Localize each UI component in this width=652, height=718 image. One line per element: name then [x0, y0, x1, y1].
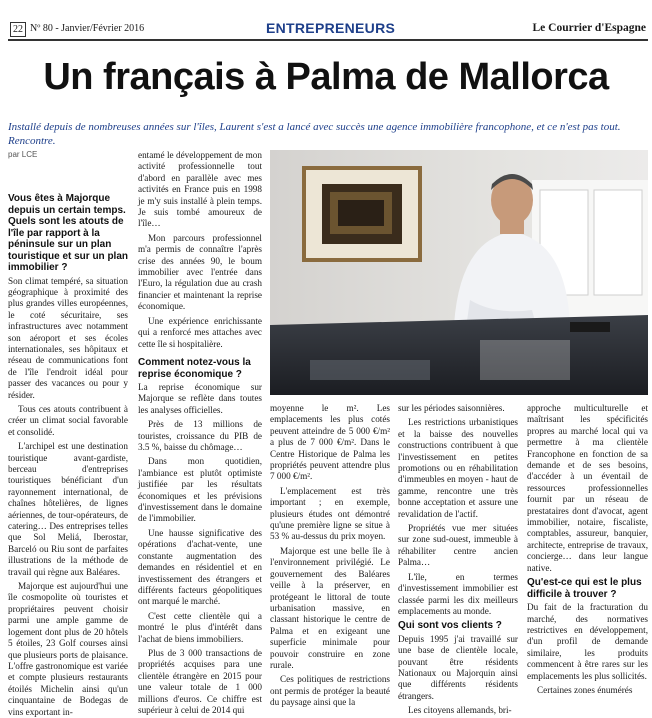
header-rule: [8, 39, 648, 41]
article-lead: Installé depuis de nombreuses années sur l'îles, Laurent s'est a lancé avec succès une agence immobilière francophone, et ce n'est pas tout. Rencontre.: [8, 121, 621, 147]
page-header: [8, 22, 648, 38]
issue-info: Nº 80 - Janvier/Février 2016: [30, 23, 145, 34]
paragraph: Son climat tempéré, sa situation géographique à proximité des plus grandes villes européennes, le coté sécuritaire, ses infrastructures avec notamment son aéroport et ses écoles internationales, ses hôpitaux et réseau de communications font de l'île l'endroit idéal pour passer des vacances ou pour y résider.: [8, 275, 128, 400]
paragraph: L'archipel est une destination touristique avant-gardiste, berceau d'entreprises touristiques bénéficiant d'un rayonnement international, de chaînes hôtelières, de lignes aériennes, de tour-opérateurs, de catering… Des entreprises telles que Sol Meliá, Iberostar, Barceló ou Riu sont de parfaites illustrations de la méthode de travail qui règne aux Baléares.: [8, 441, 128, 577]
paragraph: Une expérience enrichissante qui a renforcé mes attaches avec cette île si hospitalière.: [138, 315, 262, 349]
question-3: Qui sont vos clients ?: [398, 620, 502, 632]
question-1: Vous êtes à Majorque depuis un certain temps. Quels sont les atouts de l'île par rapport à la péninsule sur un plan touristique et sur un plan immobilier ?: [8, 193, 129, 273]
column-2-bottom: [138, 357, 262, 715]
question-4: Qu'est-ce qui est le plus difficile à trouver ?: [527, 577, 642, 600]
byline: par LCE: [8, 150, 38, 159]
paragraph: entamé le développement de mon activité professionnelle tout d'abord en parallèle avec mes activités en France puis en 1998 je m'y suis installé à plein temps. Je suis tombé amoureux de l'île…: [138, 150, 262, 229]
column-2-top: [138, 150, 262, 349]
paragraph: Ces politiques de restrictions ont permis de protéger la beauté du paysage ainsi que la: [270, 674, 390, 708]
paragraph: Plus de 3 000 transactions de propriétés acquises para une clientèle étrangère en 2015 pour une valeur totale de 1 000 millions d'euros. Ce chiffre est supérieur à celui de 2014 qui: [138, 647, 262, 715]
column-3: [270, 403, 390, 708]
paragraph: sur les périodes saisonnières.: [398, 403, 505, 413]
paragraph: Les citoyens allemands, bri-: [408, 705, 512, 716]
column-1: [8, 193, 129, 717]
paragraph: Propriétés vue mer situées sur zone sud-ouest, immeuble à réhabiliter centre ancien Palma…: [398, 523, 518, 568]
paragraph: L'emplacement est très important ; en exemple, plusieurs études ont démontré qu'une première ligne se situe à 53 % au-dessus du prix moyen.: [270, 485, 390, 542]
paragraph: La reprise économique sur Majorque se reflète dans toutes les analyses officielles.: [138, 382, 262, 415]
paragraph: Du fait de la fracturation du marché, des normatives restrictives en développement, d'un profil de demande similaire, les produits commencent à être rares sur les emplacements les plus sollicités.: [527, 602, 648, 681]
paragraph: Dans mon quotidien, l'ambiance est plutôt optimiste justifiée par les résultats économiques et les prévisions d'investissement dans le domaine de l'immobilier.: [138, 456, 262, 524]
portrait-photo: [270, 150, 648, 395]
page-number: 22: [10, 22, 26, 37]
publication-name: Le Courrier d'Espagne: [532, 22, 646, 34]
paragraph: Une hausse significative des opérations d'achat-vente, une constante augmentation des demandes en résidentiel et en investissement des étrangers et différents facteurs géopolitiques ont marqué le marché.: [138, 527, 262, 607]
paragraph: Près de 13 millions de touristes, croissance du PIB de 3.5 %, baisse du chômage…: [138, 419, 262, 453]
paragraph: L'île, en termes d'investissement immobilier est classée parmi les dix meilleurs emplacements au monde.: [398, 571, 518, 616]
paragraph: Certaines zones énumérés: [537, 684, 633, 695]
paragraph: Majorque est une belle île à l'environnement privilégié. Le gouvernement des Baléares veille à la préserver, en protégeant le littoral de toute urbanisation massive, en classant historique le centre de Palma et en exigeant une superficie minimale pour pouvoir construire en zone rurale.: [270, 545, 390, 670]
section-name: ENTREPRENEURS: [266, 20, 396, 36]
paragraph: moyenne le m². Les emplacements les plus cotés peuvent atteindre de 5 000 €/m² a plus de 7 000 €/m². Dans le Centre Historique de Palma les propriétés peuvent attendre plus 7 000 €/m².: [270, 403, 390, 482]
paragraph: Les restrictions urbanistiques et la baisse des nouvelles constructions contribuent à que l'investissement en petites promotions ou en réhabilitation d'immeubles en moyen - haut de gamme, rencontre une très bonne acceptation et assure une revalidation de l'actif.: [398, 417, 518, 519]
article-title: Un français à Palma de Mallorca: [43, 56, 609, 98]
paragraph: Majorque est aujourd'hui une île cosmopolite où touristes et propriétaires peuvent choisir parmi une ample gamme de logement dont plus de 20 hôtels 5 étoiles, 23 Golf courses ainsi que plusieurs ports de plaisance. L'offre gastronomique est variée et compte plusieurs restaurants étoilés Michelin ainsi qu'un cinquantaine de Bodegas de vins exportant in-: [8, 581, 128, 717]
paragraph: approche multiculturelle et maîtrisant les spécificités propres au marché local qui va permettre à ma clientèle Francophone en fonction de sa demande et de ses besoins, d'accéder à un éventail de ressources professionnelles fournit par un réseau de prestataires dont d'avocat, agent immobilier, notaire, fiscaliste, comptables, assureur, banquier, architecte, entreprise de travaux, concierge… dans leur langue native.: [527, 403, 648, 573]
paragraph: C'est cette clientèle qui a montré le plus d'intérêt dans l'achat de biens immobiliers.: [138, 610, 262, 644]
paragraph: Tous ces atouts contribuent à créer un climat social favorable et consolidé.: [8, 403, 128, 437]
column-4: [398, 403, 518, 716]
paragraph: Depuis 1995 j'ai travaillé sur une base de clientèle locale, pouvant être résidents Nationaux ou Majorquin ainsi que différents résidents étrangers.: [398, 633, 518, 701]
question-2: Comment notez-vous la reprise économique ?: [138, 357, 251, 380]
paragraph: Mon parcours professionnel m'a permis de connaître l'après crise des années 90, le boum immobilier avec l'entrée dans l'Euro, la régulation due au crash financier et maintenant la reprise économique.: [138, 232, 262, 312]
column-5: [527, 403, 648, 695]
